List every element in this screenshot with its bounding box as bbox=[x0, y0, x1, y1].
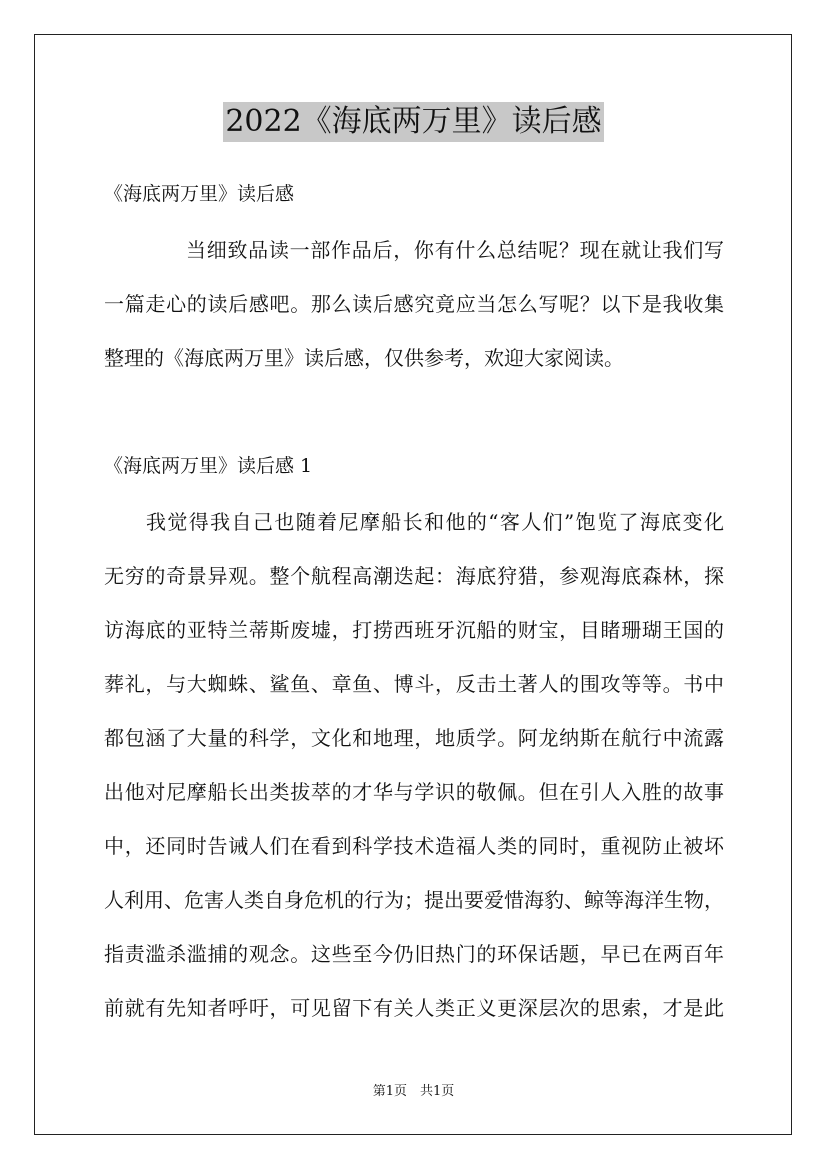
body-line: 访海底的亚特兰蒂斯废墟，打捞西班牙沉船的财宝，目睹珊瑚王国的 bbox=[104, 618, 724, 642]
body-line: 指责滥杀滥捕的观念。这些至今仍旧热门的环保话题，早已在两百年 bbox=[104, 942, 724, 966]
body-line: 葬礼，与大蜘蛛、鲨鱼、章鱼、博斗，反击土著人的围攻等等。书中 bbox=[104, 672, 724, 696]
section-heading: 《海底两万里》读后感 1 bbox=[104, 455, 313, 477]
document-title: 2022《海底两万里》读后感 bbox=[223, 102, 603, 142]
body-line: 前就有先知者呼吁，可见留下有关人类正义更深层次的思索，才是此 bbox=[104, 996, 724, 1020]
page-footer: 第1页 共1页 bbox=[372, 1084, 455, 1099]
body-line: 人利用、危害人类自身危机的行为；提出要爱惜海豹、鲸等海洋生物， bbox=[104, 888, 724, 912]
body-line: 都包涵了大量的科学，文化和地理，地质学。阿龙纳斯在航行中流露 bbox=[104, 726, 724, 750]
intro-line: 一篇走心的读后感吧。那么读后感究竟应当怎么写呢？以下是我收集 bbox=[104, 292, 724, 316]
body-line: 出他对尼摩船长出类拔萃的才华与学识的敬佩。但在引人入胜的故事 bbox=[104, 780, 724, 804]
intro-line: 当细致品读一部作品后，你有什么总结呢？现在就让我们写 bbox=[186, 238, 724, 262]
subtitle: 《海底两万里》读后感 bbox=[104, 183, 295, 205]
body-line: 中，还同时告诫人们在看到科学技术造福人类的同时，重视防止被坏 bbox=[104, 834, 724, 858]
intro-line: 整理的《海底两万里》读后感，仅供参考，欢迎大家阅读。 bbox=[104, 346, 624, 370]
title-container bbox=[0, 102, 827, 142]
body-line: 无穷的奇景异观。整个航程高潮迭起：海底狩猎，参观海底森林，探 bbox=[104, 564, 724, 588]
body-line: 我觉得我自己也随着尼摩船长和他的“客人们”饱览了海底变化 bbox=[146, 510, 724, 534]
